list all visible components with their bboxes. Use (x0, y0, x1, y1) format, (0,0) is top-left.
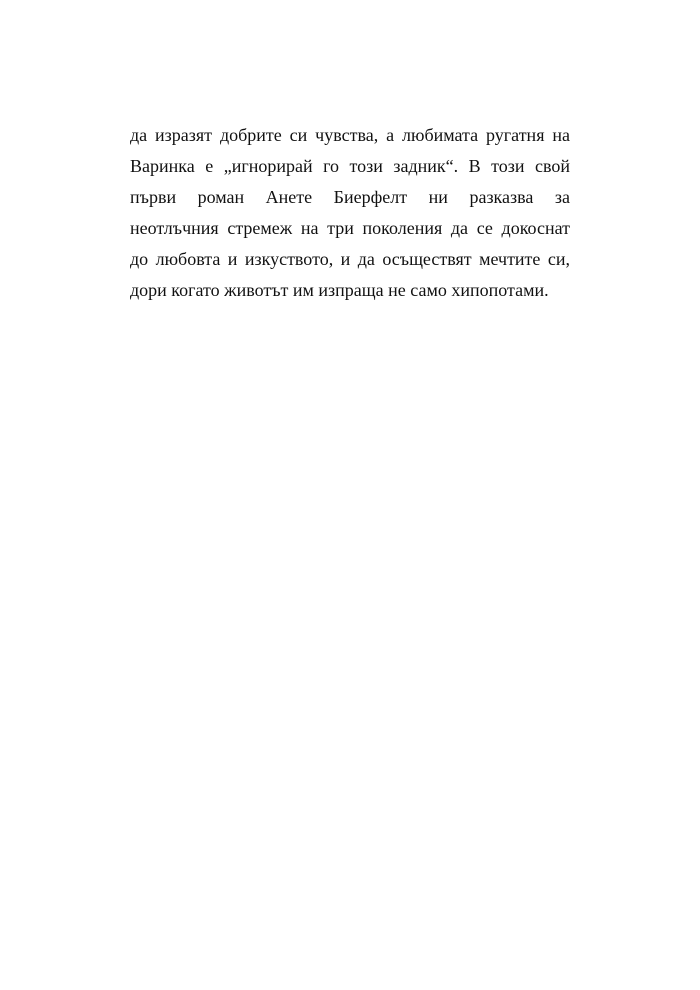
paragraph-line: да изразят добрите си чувства, а любимата ругатня на (130, 125, 570, 145)
paragraph-line: първи роман Анете Биерфелт ни разказва за (130, 187, 570, 207)
body-paragraph (130, 120, 570, 306)
paragraph-line: неотлъчния стремеж на три поколения да се докоснат (130, 218, 570, 238)
paragraph-line: до любовта и изкуството, и да осъществят мечтите си, (130, 249, 570, 269)
paragraph-line: дори когато животът им изпраща не само хипопотами. (130, 280, 549, 300)
paragraph-line: Варинка е „игнорирай го този задник“. В този свой (130, 156, 570, 176)
